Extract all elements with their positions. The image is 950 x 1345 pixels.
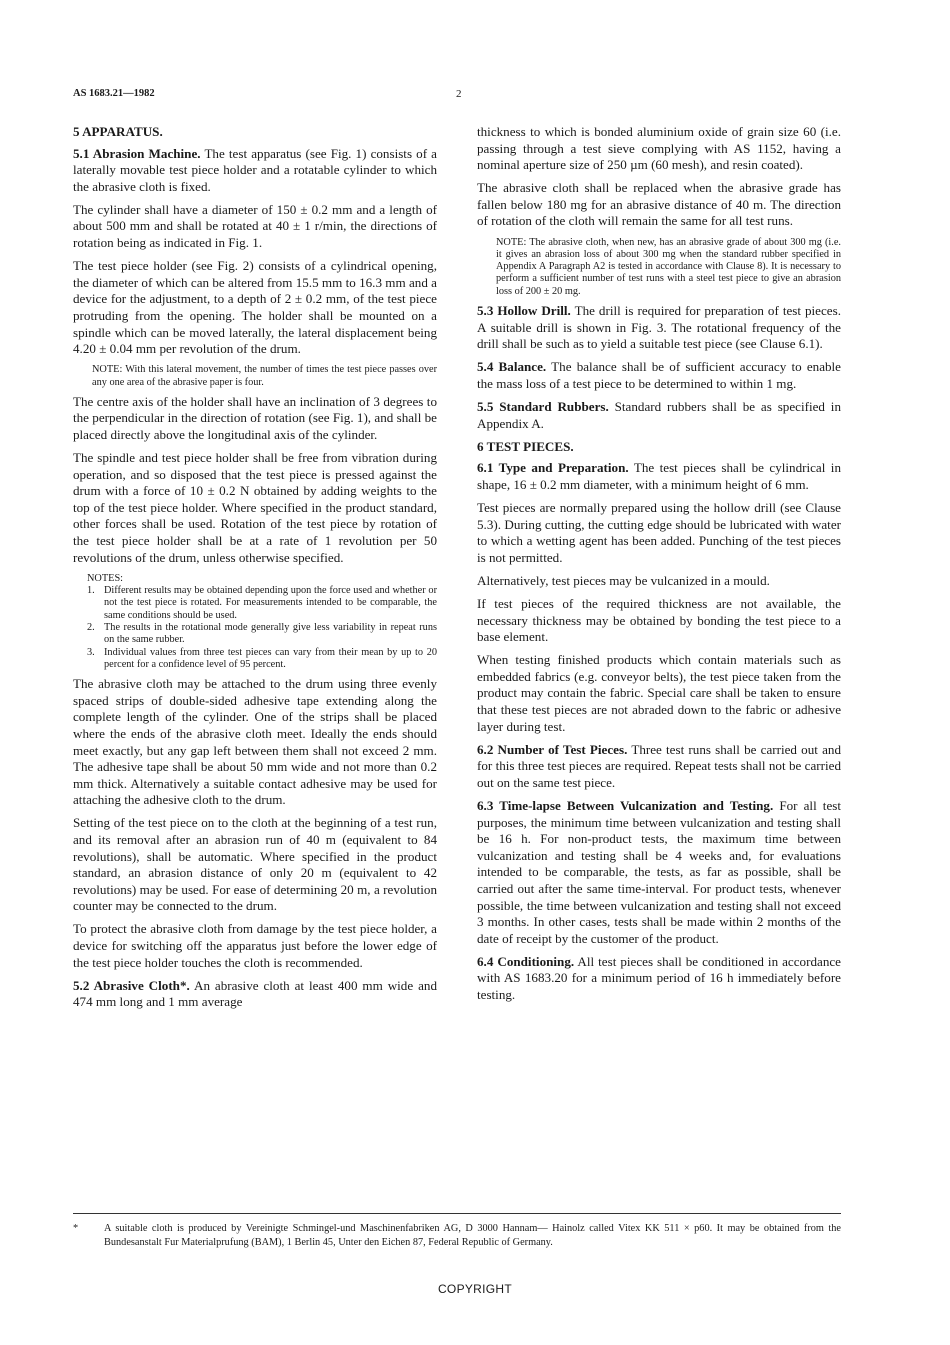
note: NOTE: With this lateral movement, the number of times the test piece passes over any one area of the abrasive paper is four. xyxy=(92,364,437,388)
note: NOTE: The abrasive cloth, when new, has an abrasive grade of about 300 mg (i.e. it gives an abrasion loss of about 300 mg when the standard rubber specified in Appendix A Paragraph A2 is tested in accordance with Clause 8). It is necessary to perform a sufficient number of test runs with a steel test piece to give an abrasion loss of 200 ± 20 mg. xyxy=(496,236,841,297)
note-text: Different results may be obtained depending upon the force used and whether or not the test piece is rotated. For measurements intended to be comparable, the same conditions should be used. xyxy=(104,585,437,621)
section-6-title: 6 TEST PIECES. xyxy=(477,438,574,454)
paragraph: thickness to which is bonded aluminium oxide of grain size 60 (i.e. passing through a test sieve complying with AS 1152, having a nominal aperture size of 250 µm (60 mesh), and resin coated). xyxy=(477,124,841,173)
paragraph: When testing finished products which contain materials such as embedded fabrics (e.g. conveyor belts), the test piece taken from the product may contain the fabric. Special care shall be taken to ensure that these test pieces are not abraded down to the fabric or adhesive layer during test. xyxy=(477,652,841,734)
clause-6-3-text: For all test purposes, the minimum time between vulcanization and testing shall be 16 h. For non-product tests, the maximum time between vulcanization and testing shall be 4 weeks and, for evaluations intended to be comparable, the tests, as far as possible, shall be carried out after the same time-interval. For product tests, whenever possible, the time between vulcanization and testing shall not exceed 3 months. In other cases, tests shall be made within 2 months of the date of receipt by the customer of the product. xyxy=(477,797,841,946)
paragraph: To protect the abrasive cloth from damage by the test piece holder, a device for switching off the apparatus just before the lower edge of the test piece holder touches the cloth is recommended. xyxy=(73,921,437,970)
paragraph xyxy=(477,742,841,792)
note-item xyxy=(73,585,437,622)
paragraph xyxy=(477,303,841,353)
paragraph: Alternatively, test pieces may be vulcanized in a mould. xyxy=(477,572,770,588)
clause-5-5-heading: 5.5 Standard Rubbers. xyxy=(477,399,609,415)
standard-number: AS 1683.21—1982 xyxy=(73,88,155,99)
clause-6-2-heading: 6.2 Number of Test Pieces. xyxy=(477,741,628,757)
footnote-mark: * xyxy=(73,1223,79,1234)
paragraph: The spindle and test piece holder shall be free from vibration during operation, and so disposed that the test piece is pressed against the drum with a force of 10 ± 0.2 N obtained by adding weights to the top of the test piece holder. Where specified in the product standard, other forces shall be used. Rotation of the test piece by rotation of the test piece holder shall be at a rate of 1 revolution per 50 revolutions of the drum, unless otherwise specified. xyxy=(73,450,437,565)
note-number: 3. xyxy=(87,646,95,658)
paragraph xyxy=(477,359,841,392)
paragraph: The abrasive cloth may be attached to the drum using three evenly spaced strips of double-sided adhesive tape extending along the complete length of the cylinder. One of the strips shall be placed where the ends of the abrasive cloth meet. Ideally the ends should meet exactly, but any gap left between them shall not exceed 2 mm. The adhesive tape shall be about 50 mm wide and not more than 0.2 mm thick. Alternatively a suitable contact adhesive may be used for attaching the adhesive cloth to the drum. xyxy=(73,676,437,808)
right-column xyxy=(477,124,841,1010)
notes-title: NOTES: xyxy=(87,572,124,584)
clause-5-5-text: Standard rubbers shall be as specified in Appendix A. xyxy=(477,399,841,431)
footnote-text: A suitable cloth is produced by Vereinigte Schmingel-und Maschinenfabriken AG, D 3000 Hannam— Hainolz called Vitex KK 511 × p60. It may be obtained from the Bundesanstalt Fur Materialprufung (BAM), 1 Berlin 45, Unter den Eichen 87, Federal Republic of Germany. xyxy=(104,1223,841,1248)
notes-list xyxy=(73,585,437,671)
footnote xyxy=(73,1222,841,1249)
note-text: The results in the rotational mode generally give less variability in repeat runs on the same rubber. xyxy=(104,621,437,646)
clause-5-1-heading: 5.1 Abrasion Machine. xyxy=(73,145,201,161)
clause-5-4-heading: 5.4 Balance. xyxy=(477,359,547,375)
paragraph: The test piece holder (see Fig. 2) consists of a cylindrical opening, the diameter of which can be altered from 15.5 mm to 16.3 mm and a device for the adjustment, to a depth of 2 ± 0.2 mm, of the test piece protruding from the opening. The holder shall be mounted on a spindle which can be moved laterally, the lateral displacement being 4.20 ± 0.04 mm per revolution of the drum. xyxy=(73,258,437,357)
paragraph: Setting of the test piece on to the cloth at the beginning of a test run, and its removal after an abrasion run of 40 m (equivalent to 84 revolutions), shall be automatic. Where specified in the product standard, an abrasion distance of only 20 m (equivalent to 42 revolutions) may be used. For ease of determining 20 m, a revolution counter may be connected to the drum. xyxy=(73,815,437,914)
clause-5-3-text: The drill is required for preparation of test pieces. A suitable drill is shown in Fig. 3. The rotational frequency of the drill shall be such as to yield a suitable test piece (see Clause 6.1). xyxy=(477,303,841,352)
paragraph: If test pieces of the required thickness are not available, the necessary thickness may be obtained by bonding the test piece to a base element. xyxy=(477,595,841,645)
clause-5-2-heading: 5.2 Abrasive Cloth*. xyxy=(73,977,190,993)
note-text: Individual values from three test pieces can vary from their mean by up to 20 percent for a confidence level of 95 percent. xyxy=(104,646,437,670)
paragraph: The abrasive cloth shall be replaced when the abrasive grade has fallen below 180 mg for an abrasive distance of 40 m. The direction of rotation of the cloth will remain the same for all test runs. xyxy=(477,180,841,229)
paragraph xyxy=(477,798,841,947)
clause-6-2-text: Three test runs shall be carried out and for this three test pieces are required. Repeat tests shall not be carried out on the same test piece. xyxy=(477,741,841,790)
footnote-divider xyxy=(73,1213,841,1214)
clause-5-2-text: An abrasive cloth at least 400 mm wide and 474 mm long and 1 mm average xyxy=(73,977,437,1010)
clause-5-1-text: The test apparatus (see Fig. 1) consists of a laterally movable test piece holder and a rotatable cylinder to which the abrasive cloth is fixed. xyxy=(73,145,437,194)
page-number: 2 xyxy=(456,88,462,100)
note-item xyxy=(73,647,437,672)
clause-5-4-text: The balance shall be of sufficient accuracy to enable the mass loss of a test piece to be determined to within 1 mg. xyxy=(477,359,841,391)
clause-6-4-text: All test pieces shall be conditioned in accordance with AS 1683.20 for a minimum period of 16 h immediately before testing. xyxy=(477,953,841,1003)
note-item xyxy=(73,622,437,647)
paragraph xyxy=(73,978,437,1011)
clause-5-3-heading: 5.3 Hollow Drill. xyxy=(477,303,571,319)
clause-6-3-heading: 6.3 Time-lapse Between Vulcanization and Testing. xyxy=(477,797,774,813)
page-header xyxy=(73,88,841,104)
copyright-notice: COPYRIGHT xyxy=(437,1282,513,1296)
clause-6-1-text: The test pieces shall be cylindrical in shape, 16 ± 0.2 mm diameter, with a minimum height of 6 mm. xyxy=(477,460,841,492)
paragraph xyxy=(477,954,841,1004)
section-5-title: 5 APPARATUS. xyxy=(73,124,163,139)
clause-6-1-heading: 6.1 Type and Preparation. xyxy=(477,460,629,476)
paragraph: The cylinder shall have a diameter of 150 ± 0.2 mm and a length of about 500 mm and shall be rotated at 40 ± 1 r/min, the directions of rotation being as indicated in Fig. 1. xyxy=(73,201,437,251)
note-number: 1. xyxy=(87,585,95,597)
paragraph xyxy=(73,146,437,196)
note-number: 2. xyxy=(87,621,95,633)
left-column xyxy=(73,124,437,1017)
paragraph: Test pieces are normally prepared using the hollow drill (see Clause 5.3). During cutting, the cutting edge should be lubricated with water to which a wetting agent has been added. Punching of the test pieces is not permitted. xyxy=(477,499,841,565)
paragraph xyxy=(477,399,841,432)
paragraph xyxy=(477,460,841,493)
clause-6-4-heading: 6.4 Conditioning. xyxy=(477,953,575,969)
paragraph: The centre axis of the holder shall have an inclination of 3 degrees to the perpendicular in the direction of rotation (see Fig. 1), and shall be placed directly above the longitudinal axis of the cylinder. xyxy=(73,393,437,442)
